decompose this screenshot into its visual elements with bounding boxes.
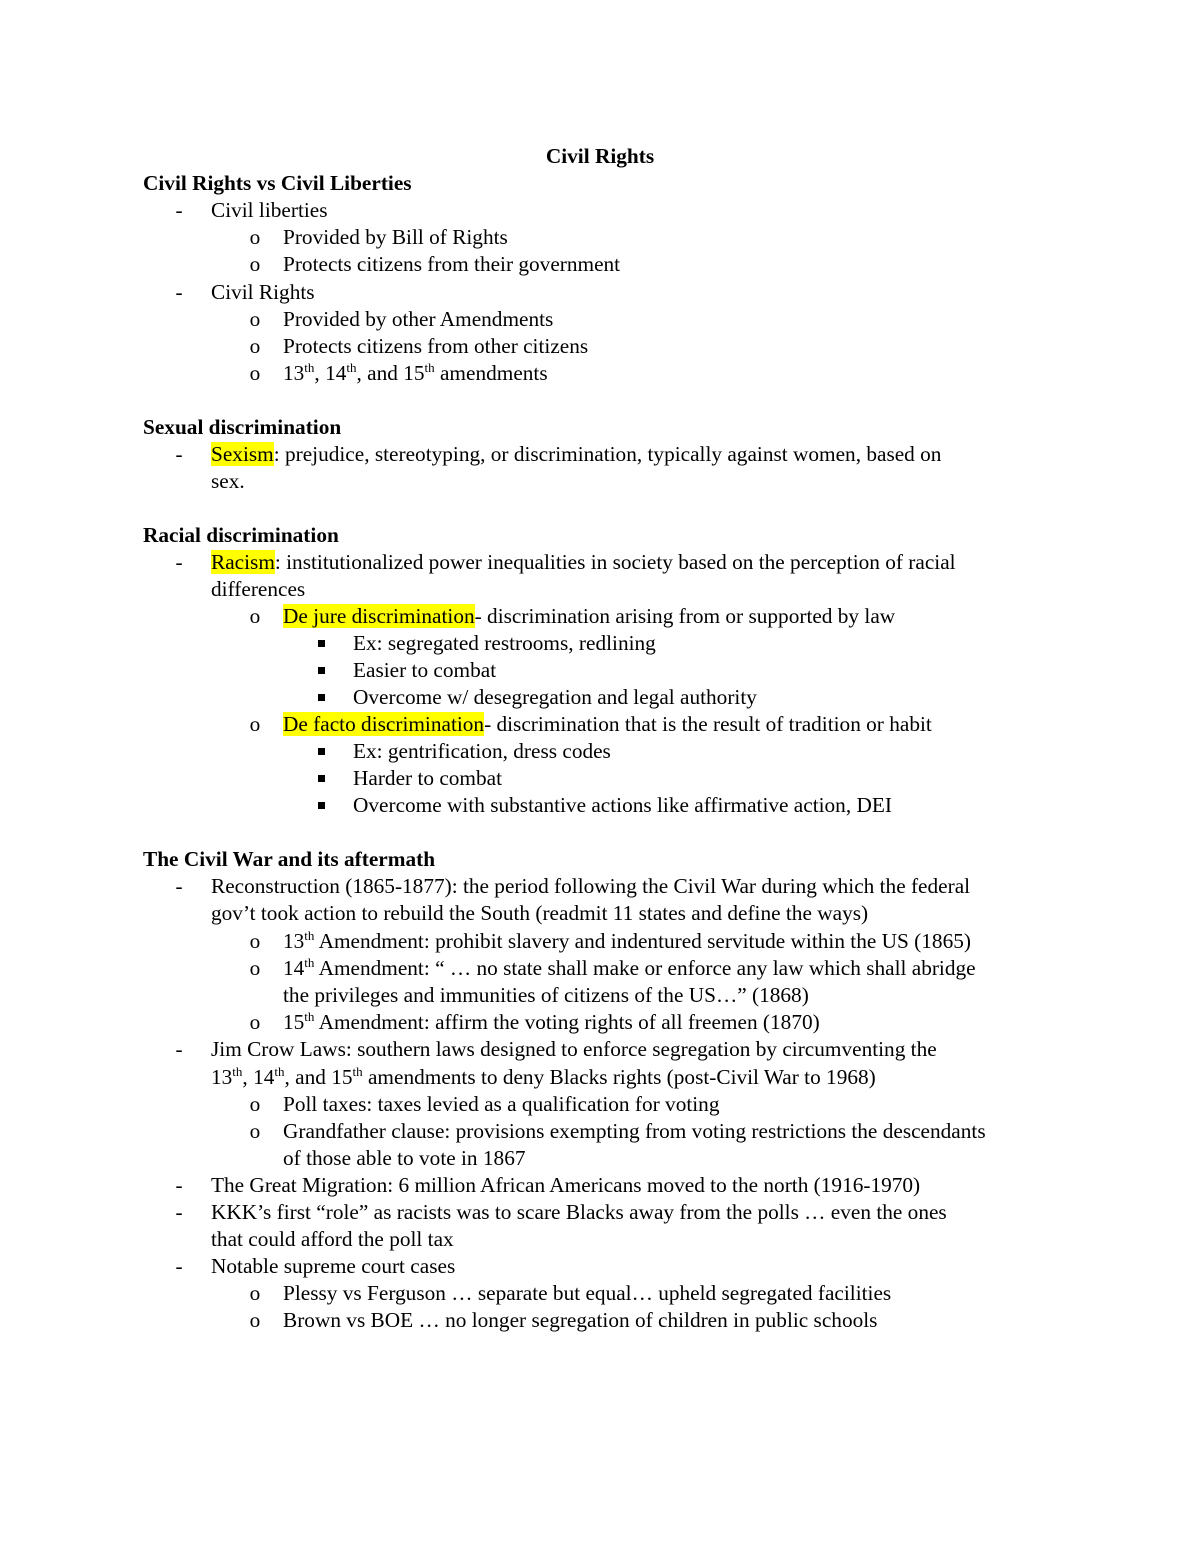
dash-bullet: - (175, 1173, 183, 1197)
dash-bullet: - (175, 1200, 183, 1224)
heading-racial-discrimination: Racial discrimination (143, 523, 339, 547)
dash-bullet: - (175, 442, 183, 466)
square-bullet (316, 792, 326, 819)
circle-bullet: o (249, 1308, 261, 1332)
list-item: Jim Crow Laws: southern laws designed to enforce segregation by circumventing the (211, 1037, 937, 1061)
list-item: 14th Amendment: “ … no state shall make or enforce any law which shall abridge (283, 954, 976, 980)
list-item: Ex: gentrification, dress codes (353, 739, 611, 763)
page-title: Civil Rights (545, 144, 655, 168)
heading-civil-rights-vs-liberties: Civil Rights vs Civil Liberties (143, 171, 412, 195)
list-item: Overcome with substantive actions like affirmative action, DEI (353, 793, 892, 817)
highlighted-term: Sexism (211, 442, 274, 466)
dash-bullet: - (175, 280, 183, 304)
list-item: Sexism: prejudice, stereotyping, or discrimination, typically against women, based on (211, 442, 942, 466)
circle-bullet: o (249, 334, 261, 358)
dash-bullet: - (175, 1037, 183, 1061)
circle-bullet: o (249, 225, 261, 249)
list-item: Racism: institutionalized power inequalities in society based on the perception of racial (211, 550, 956, 574)
list-item: Overcome w/ desegregation and legal authority (353, 685, 757, 709)
list-item: Grandfather clause: provisions exempting from voting restrictions the descendants (283, 1119, 986, 1143)
circle-bullet: o (249, 1092, 261, 1116)
list-item: Poll taxes: taxes levied as a qualification for voting (283, 1092, 720, 1116)
circle-bullet: o (249, 1119, 261, 1143)
circle-bullet: o (249, 956, 261, 980)
list-item-continuation: that could afford the poll tax (211, 1227, 454, 1251)
list-item: Protects citizens from other citizens (283, 334, 589, 358)
list-item: Harder to combat (353, 766, 503, 790)
heading-sexual-discrimination: Sexual discrimination (143, 415, 342, 439)
circle-bullet: o (249, 604, 261, 628)
list-item: Civil Rights (211, 280, 315, 304)
circle-bullet: o (249, 307, 261, 331)
list-item: Provided by other Amendments (283, 307, 554, 331)
heading-civil-war-aftermath: The Civil War and its aftermath (143, 847, 436, 871)
circle-bullet: o (249, 712, 261, 736)
list-item: 13th, 14th, and 15th amendments (283, 359, 548, 385)
list-item: Provided by Bill of Rights (283, 225, 508, 249)
list-item: Civil liberties (211, 198, 328, 222)
circle-bullet: o (249, 1010, 261, 1034)
list-item: The Great Migration: 6 million African Americans moved to the north (1916-1970) (211, 1173, 921, 1197)
list-item: Brown vs BOE … no longer segregation of children in public schools (283, 1308, 878, 1332)
circle-bullet: o (249, 1281, 261, 1305)
circle-bullet: o (249, 252, 261, 276)
list-item: Plessy vs Ferguson … separate but equal… upheld segregated facilities (283, 1281, 892, 1305)
highlighted-term: Racism (211, 550, 275, 574)
dash-bullet: - (175, 874, 183, 898)
list-item: Reconstruction (1865-1877): the period following the Civil War during which the federal (211, 874, 971, 898)
list-item: KKK’s first “role” as racists was to scare Blacks away from the polls … even the ones (211, 1200, 947, 1224)
list-item: 15th Amendment: affirm the voting rights of all freemen (1870) (283, 1008, 820, 1034)
square-bullet (316, 684, 326, 711)
circle-bullet: o (249, 361, 261, 385)
list-item-continuation: gov’t took action to rebuild the South (readmit 11 states and define the ways) (211, 901, 869, 925)
list-item-continuation: the privileges and immunities of citizens of the US…” (1868) (283, 983, 809, 1007)
list-item: Easier to combat (353, 658, 497, 682)
list-item: Ex: segregated restrooms, redlining (353, 631, 656, 655)
dash-bullet: - (175, 198, 183, 222)
highlighted-term: De jure discrimination (283, 604, 475, 628)
square-bullet (316, 657, 326, 684)
circle-bullet: o (249, 929, 261, 953)
list-item-continuation: 13th, 14th, and 15th amendments to deny Blacks rights (post-Civil War to 1968) (211, 1063, 876, 1089)
square-bullet (316, 630, 326, 657)
list-item: Notable supreme court cases (211, 1254, 456, 1278)
list-item: De facto discrimination- discrimination that is the result of tradition or habit (283, 712, 932, 736)
list-item: 13th Amendment: prohibit slavery and indentured servitude within the US (1865) (283, 927, 971, 953)
list-item: De jure discrimination- discrimination arising from or supported by law (283, 604, 896, 628)
dash-bullet: - (175, 550, 183, 574)
list-item-continuation: of those able to vote in 1867 (283, 1146, 526, 1170)
dash-bullet: - (175, 1254, 183, 1278)
square-bullet (316, 738, 326, 765)
highlighted-term: De facto discrimination (283, 712, 485, 736)
list-item-continuation: differences (211, 577, 306, 601)
square-bullet (316, 765, 326, 792)
list-item-continuation: sex. (211, 469, 245, 493)
list-item: Protects citizens from their government (283, 252, 621, 276)
